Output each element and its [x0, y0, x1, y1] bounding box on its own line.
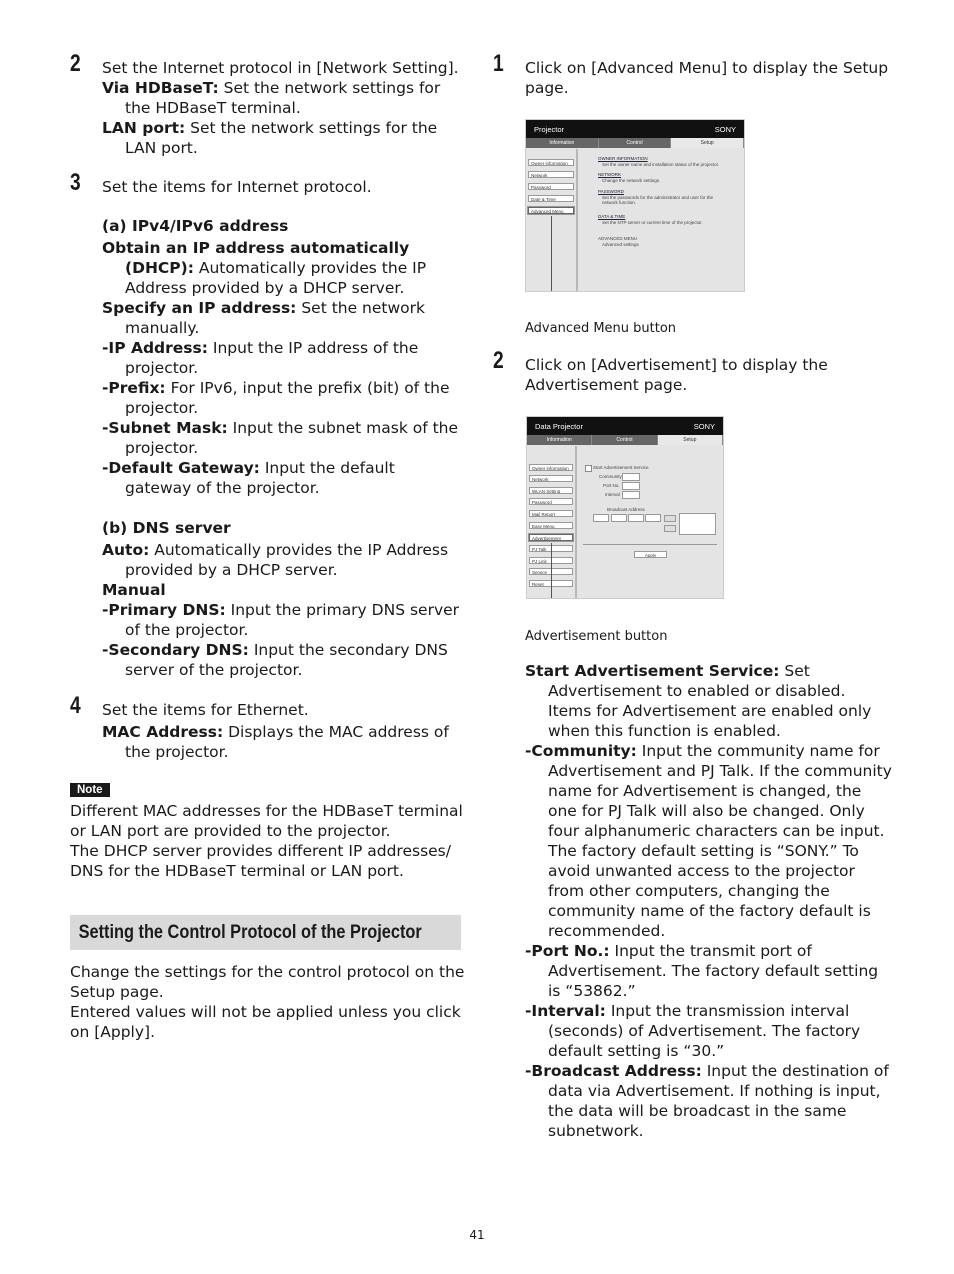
definition-item: -Broadcast Address: Input the destination of data via Advertisement. If nothing is input, the data will be broadcast in the same subnetwork.	[525, 1062, 889, 1140]
definition-item: -Subnet Mask: Input the subnet mask of the projector.	[102, 419, 459, 457]
step-2-network	[70, 50, 465, 158]
entry-desc: Advanced settings	[602, 242, 639, 247]
field-label: Community	[599, 474, 622, 479]
setup-page-screenshot	[525, 119, 745, 292]
screenshot-header: Projector SONY	[526, 120, 744, 138]
community-input[interactable]	[622, 473, 640, 481]
broadcast-octet-input[interactable]	[628, 514, 644, 522]
entry-heading[interactable]: PASSWORD	[598, 189, 624, 194]
reset-button[interactable]: Reset	[529, 580, 573, 587]
definition-item: Auto: Automatically provides the IP Address provided by a DHCP server.	[102, 541, 449, 579]
tab-control[interactable]: Control	[592, 435, 657, 445]
step-3-protocol	[70, 169, 465, 680]
apply-button[interactable]: Apply	[634, 551, 667, 558]
screenshot-header: Data Projector SONY	[527, 417, 723, 435]
tab-control[interactable]: Control	[599, 138, 672, 148]
wlan-setting-button[interactable]: WLAN Setting	[529, 487, 573, 494]
definition-item: Manual	[102, 581, 166, 599]
definition-item: Start Advertisement Service: Set Advertisement to enabled or disabled. Items for Advertisement are enabled only when this function is enabled.	[525, 662, 872, 740]
divider	[583, 544, 717, 545]
screenshot-tabs	[527, 435, 723, 445]
sony-logo: SONY	[693, 421, 715, 431]
definition-item: -Port No.: Input the transmit port of Advertisement. The factory default setting is “53862.”	[525, 942, 879, 1000]
step-number: 1	[493, 50, 504, 77]
section-body: Entered values will not be applied unless you click on [Apply].	[70, 1003, 461, 1041]
tab-setup[interactable]: Setup	[658, 435, 723, 445]
definition-item: -Interval: Input the transmission interval (seconds) of Advertisement. The factory default setting is “30.”	[525, 1002, 861, 1060]
password-button[interactable]: Password	[529, 498, 573, 505]
definition-item: -IP Address: Input the IP address of the projector.	[102, 339, 419, 377]
step-number: 2	[493, 347, 504, 374]
step-text: Click on [Advertisement] to display the Advertisement page.	[525, 356, 828, 394]
note-block	[70, 778, 465, 881]
sony-logo: SONY	[714, 124, 736, 134]
tab-information[interactable]: Information	[526, 138, 599, 148]
figure-caption: Advanced Menu button	[525, 321, 677, 336]
interval-input[interactable]	[622, 491, 640, 499]
field-label: Broadcast Address	[607, 507, 645, 512]
password-button[interactable]: Password	[528, 183, 574, 190]
tab-information[interactable]: Information	[527, 435, 592, 445]
entry-desc: Set the passwords for the administrator and user for the network function.	[602, 195, 714, 205]
broadcast-octet-input[interactable]	[593, 514, 609, 522]
right-column	[493, 50, 893, 1141]
entry-desc: Set the NTP server or current time of the projector.	[602, 220, 703, 225]
entry-desc: Change the network settings.	[602, 178, 661, 183]
entry-heading: ADVANCED MENU	[598, 236, 638, 241]
easy-menu-button[interactable]: Easy Menu	[529, 522, 573, 529]
entry-desc: Set the owner name and installation status of the projector.	[602, 162, 720, 167]
entry-heading[interactable]: NETWORK	[598, 172, 621, 177]
step-number: 4	[70, 692, 81, 719]
step-2-advertisement	[493, 347, 893, 395]
note-text: Different MAC addresses for the HDBaseT terminal or LAN port are provided to the projector.	[70, 802, 463, 840]
owner-information-button[interactable]: Owner information	[529, 464, 573, 471]
definition-item: LAN port: Set the network settings for the LAN port.	[102, 119, 438, 157]
definition-item: -Prefix: For IPv6, input the prefix (bit) of the projector.	[102, 379, 450, 417]
address-list[interactable]	[679, 513, 716, 535]
definition-item: Via HDBaseT: Set the network settings for the HDBaseT terminal.	[102, 79, 441, 117]
network-button[interactable]: Network	[529, 475, 573, 482]
step-text: Set the items for Internet protocol.	[102, 178, 372, 196]
step-1-advanced-menu	[493, 50, 893, 98]
left-column	[70, 50, 465, 1042]
section-title: Setting the Control Protocol of the Projector	[78, 921, 422, 943]
definition-item: -Default Gateway: Input the default gateway of the projector.	[102, 459, 395, 497]
service-button[interactable]: Service	[529, 568, 573, 575]
checkbox-label: Start Advertisement Service	[593, 465, 649, 470]
definition-item: Obtain an IP address automatically (DHCP): Automatically provides the IP Address provided by a DHCP server.	[102, 239, 427, 297]
tab-setup[interactable]: Setup	[671, 138, 744, 148]
section-body: Change the settings for the control protocol on the Setup page.	[70, 963, 465, 1001]
figure-caption: Advertisement button	[525, 629, 668, 644]
step-text: Set the items for Ethernet.	[102, 701, 309, 719]
step-number: 3	[70, 169, 81, 196]
definition-item: MAC Address: Displays the MAC address of the projector.	[102, 723, 449, 761]
page-number: 41	[469, 1228, 485, 1242]
definition-item: -Primary DNS: Input the primary DNS server of the projector.	[102, 601, 460, 639]
definition-item: -Community: Input the community name for Advertisement and PJ Talk. If the community name for Advertisement is changed, the one for PJ Talk will also be changed. Only four alphanumeric characters can be input. The factory default setting is “SONY.” To avoid unwanted access to the projector from other computers, changing the community name of the factory default is recommended.	[525, 742, 892, 940]
entry-heading[interactable]: DATA & TIME	[598, 214, 626, 219]
advanced-menu-button[interactable]: Advanced Menu	[528, 207, 574, 214]
add-address-button[interactable]	[664, 515, 676, 522]
callout-line	[551, 543, 552, 599]
start-advertisement-checkbox[interactable]	[585, 465, 592, 472]
screenshot-sidebar	[527, 446, 577, 598]
subheading-ip: (a) IPv4/IPv6 address	[102, 217, 289, 235]
pj-talk-button[interactable]: PJ Talk	[529, 545, 573, 552]
step-text: Set the Internet protocol in [Network Setting].	[102, 59, 459, 77]
step-number: 2	[70, 50, 81, 77]
advertisement-page-screenshot	[526, 416, 724, 599]
screenshot-tabs	[526, 138, 744, 148]
step-4-ethernet	[70, 692, 465, 762]
definition-item: Specify an IP address: Set the network manually.	[102, 299, 426, 337]
note-text: The DHCP server provides different IP addresses/ DNS for the HDBaseT terminal or LAN port.	[70, 842, 451, 880]
definition-item: -Secondary DNS: Input the secondary DNS server of the projector.	[102, 641, 448, 679]
remove-address-button[interactable]	[664, 525, 676, 532]
advertisement-settings-list	[525, 661, 893, 1141]
entry-heading[interactable]: OWNER INFORMATION	[598, 156, 648, 161]
section-heading	[70, 915, 461, 950]
owner-information-button[interactable]: Owner information	[528, 159, 574, 166]
network-button[interactable]: Network	[528, 171, 574, 178]
subheading-dns: (b) DNS server	[102, 519, 231, 537]
advertisement-button[interactable]: Advertisement	[529, 534, 573, 541]
pj-link-button[interactable]: PJ Link	[529, 557, 573, 564]
callout-line	[551, 216, 552, 292]
step-text: Click on [Advanced Menu] to display the Setup page.	[525, 59, 889, 97]
note-badge: Note	[70, 783, 110, 797]
mail-report-button[interactable]: Mail Report	[529, 510, 573, 517]
screenshot-sidebar	[526, 149, 578, 291]
field-label: Port No.	[603, 483, 620, 488]
port-input[interactable]	[622, 482, 640, 490]
date-time-button[interactable]: Date & Time	[528, 195, 574, 202]
field-label: Interval	[605, 492, 620, 497]
broadcast-octet-input[interactable]	[611, 514, 627, 522]
broadcast-octet-input[interactable]	[645, 514, 661, 522]
